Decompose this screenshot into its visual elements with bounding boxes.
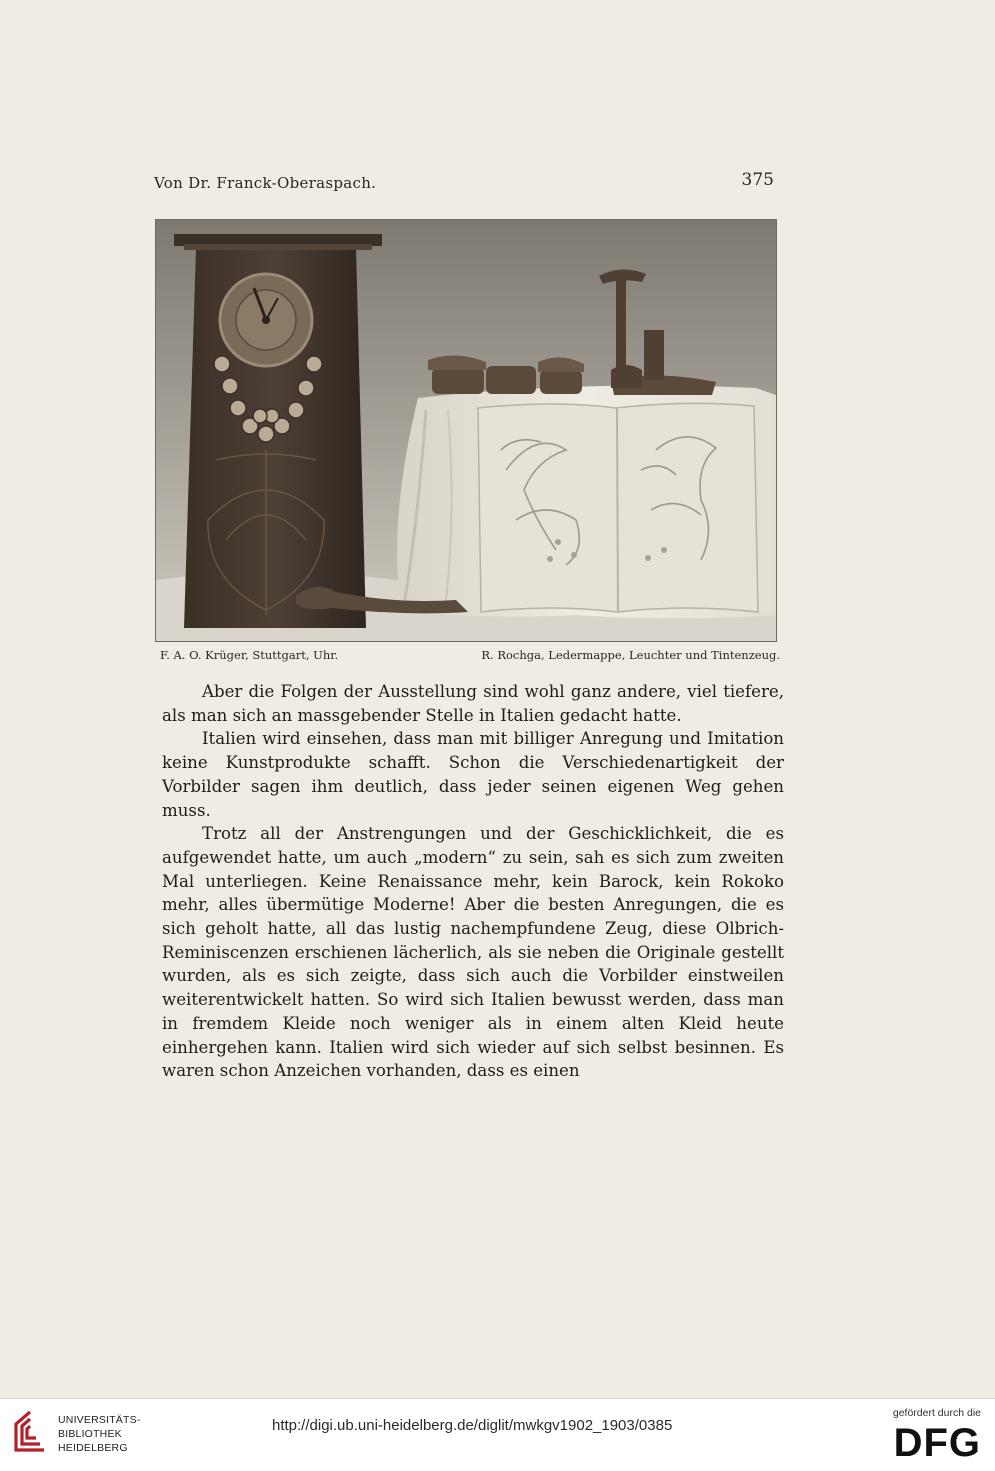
photograph-image [156, 220, 776, 641]
body-text [162, 680, 784, 1083]
paragraph: Aber die Folgen der Ausstellung sind wohl ganz andere, viel tiefere, als man sich an massgebender Stelle in Italien gedacht hatte. [162, 682, 784, 725]
paragraph: Italien wird einsehen, dass man mit billiger Anregung und Imitation keine Kunstprodukte schafft. Schon die Verschiedenartigkeit der Vorbilder sagen ihm deutlich, dass jeder seinen eigenen Weg gehen muss. [162, 729, 784, 820]
university-library-logo[interactable] [10, 1410, 170, 1458]
library-emblem-icon [10, 1410, 50, 1454]
running-head [154, 170, 774, 196]
page-number: 375 [741, 170, 774, 190]
library-name-line2: BIBLIOTHEK [58, 1428, 122, 1440]
figure-caption [160, 648, 780, 668]
library-name-line3: HEIDELBERG [58, 1442, 128, 1454]
dfg-logo[interactable]: DFG [893, 1421, 981, 1465]
paragraph: Trotz all der Anstrengungen und der Geschicklichkeit, die es aufgewendet hatte, um auch „modern“ zu sein, sah es sich zum zweiten Mal unterliegen. Keine Renaissance mehr, kein Barock, kein Rokoko mehr, alles übermütige Moderne! Aber die besten Anregungen, die es sich geholt hatte, all das lustig nachempfundene Zeug, diese Olbrich-Reminiscenzen erschienen lächerlich, als sie neben die Originale gestellt wurden, als es sich zeigte, dass sich auch die Vorbilder einstweilen weiterentwickelt hatten. So wird sich Italien bewusst werden, dass man in fremdem Kleide noch weniger als in einem alten Kleid heute einhergehen kann. Italien wird sich wieder auf sich selbst besinnen. Es waren schon Anzeichen vorhanden, dass es einen [162, 824, 784, 1081]
funding-label: gefördert durch die [892, 1407, 981, 1419]
running-head-author: Von Dr. Franck-Oberaspach. [154, 174, 377, 192]
photograph-clock-and-leather-folder [155, 219, 777, 642]
permalink-url[interactable]: http://digi.ub.uni-heidelberg.de/diglit/mwkgv1902_1903/0385 [272, 1417, 673, 1434]
library-name-line1: UNIVERSITÄTS- [58, 1414, 141, 1426]
caption-left: F. A. O. Krüger, Stuttgart, Uhr. [160, 648, 339, 662]
caption-right: R. Rochga, Ledermappe, Leuchter und Tintenzeug. [481, 648, 780, 662]
viewer-footer [0, 1398, 995, 1471]
